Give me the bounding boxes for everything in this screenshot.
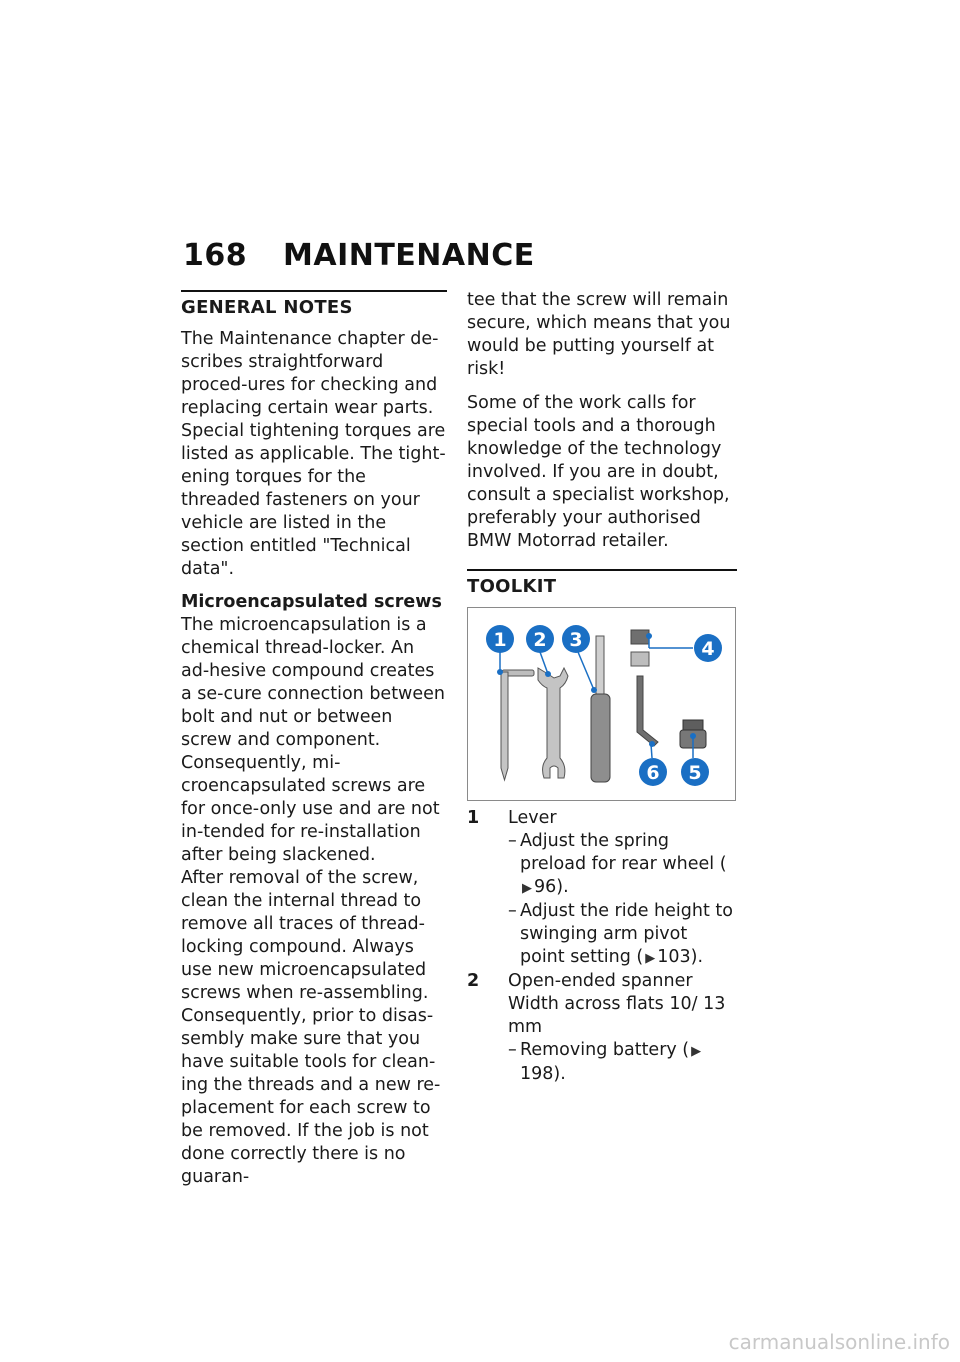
legend-item-2 — [467, 970, 737, 1039]
general-notes-heading: GENERAL NOTES — [181, 297, 353, 318]
microencapsulated-p3: Some of the work calls for special tools and a thorough knowledge of the technology involved. If you are in doubt, consult a specialist workshop, preferably your authorised BMW Motorrad retailer. — [467, 393, 730, 551]
legend-sub-item: – Removing battery ( ▶198). — [508, 1040, 702, 1084]
callout-1 — [486, 625, 514, 653]
callout-2 — [526, 625, 554, 653]
general-notes-p1: The Maintenance chapter de-scribes straightforward proced-ures for checking and replacing certain wear parts. — [181, 329, 439, 418]
legend-item-1 — [467, 807, 737, 830]
callout-5 — [681, 758, 709, 786]
legend-title: Lever — [508, 808, 557, 828]
screwdriver-tool — [591, 636, 610, 782]
legend-number: 2 — [467, 971, 480, 991]
legend-sub-text: Removing battery ( — [520, 1040, 690, 1060]
microencapsulated-p2-cont: tee that the screw will remain secure, which means that you would be putting yourself at risk! — [467, 290, 731, 379]
page-ref-link[interactable]: 198). — [520, 1064, 566, 1084]
toolkit-illustration — [468, 608, 735, 800]
page-number: 168 — [183, 238, 248, 273]
page-ref-link[interactable]: 96). — [534, 877, 569, 897]
page-ref-arrow-icon: ▶ — [691, 1044, 702, 1059]
legend-number: 1 — [467, 808, 480, 828]
right-column — [467, 289, 737, 1086]
callout-1-label: 1 — [493, 629, 507, 651]
callout-5-label: 5 — [688, 762, 702, 784]
callout-6-label: 6 — [646, 762, 660, 784]
microencapsulated-p1: The microencapsulation is a chemical thread-locker. An ad-hesive compound creates a se-cure connection between bolt and nut or between screw and component. Consequently, mi-croencapsulated screws are for once-only use and are not in-tended for re-installation after being slackened. — [181, 615, 445, 865]
spanner-tool — [538, 668, 568, 778]
callout-4-label: 4 — [701, 638, 715, 660]
microencapsulated-p2: After removal of the screw, clean the internal thread to remove all traces of thread-locking compound. Always use new microencapsulated screws when re-assembling. Consequently, prior to disas-sembly make sure that you have suitable tools for clean-ing the threads and a new re-placement for each screw to be removed. If the job is not done correctly there is no guaran- — [181, 868, 441, 1187]
legend-sub-text: Adjust the spring preload for rear wheel ( — [520, 831, 727, 874]
general-notes-p2: Special tightening torques are listed as applicable. The tight-ening torques for the threaded fasteners on your vehicle are listed in the section entitled "Technical data". — [181, 421, 446, 579]
callout-2-label: 2 — [533, 629, 547, 651]
legend-sub-text: Adjust the ride height to swinging arm pivot point setting ( — [520, 901, 733, 967]
microencapsulated-heading: Microencapsulated screws — [181, 592, 442, 612]
page-ref-arrow-icon: ▶ — [645, 951, 656, 966]
page-ref-arrow-icon: ▶ — [522, 881, 532, 896]
left-column — [181, 290, 447, 1189]
section-rule — [181, 290, 447, 292]
chapter-title: MAINTENANCE — [283, 238, 535, 273]
callout-6 — [639, 758, 667, 786]
legend-sub-item: – Adjust the spring preload for rear wheel (▶ 96). — [467, 830, 737, 900]
callout-3 — [562, 625, 590, 653]
toolkit-figure — [467, 607, 736, 801]
page-ref-link[interactable]: 103). — [657, 947, 704, 967]
section-rule — [467, 569, 737, 571]
toolkit-legend — [467, 807, 737, 1086]
legend-detail: Width across flats 10/ 13 mm — [508, 994, 726, 1037]
callout-3-label: 3 — [569, 629, 583, 651]
legend-title: Open-ended spanner — [508, 971, 693, 991]
legend-sub-item: – Adjust the ride height to swinging arm pivot point setting ( ▶ 103). — [467, 900, 737, 970]
allen-key-tool — [637, 676, 658, 746]
page-header — [183, 238, 535, 273]
callout-4 — [694, 634, 722, 662]
toolkit-heading: TOOLKIT — [467, 576, 557, 597]
lever-tool — [501, 670, 534, 780]
watermark: carmanualsonline.info — [728, 1330, 950, 1354]
